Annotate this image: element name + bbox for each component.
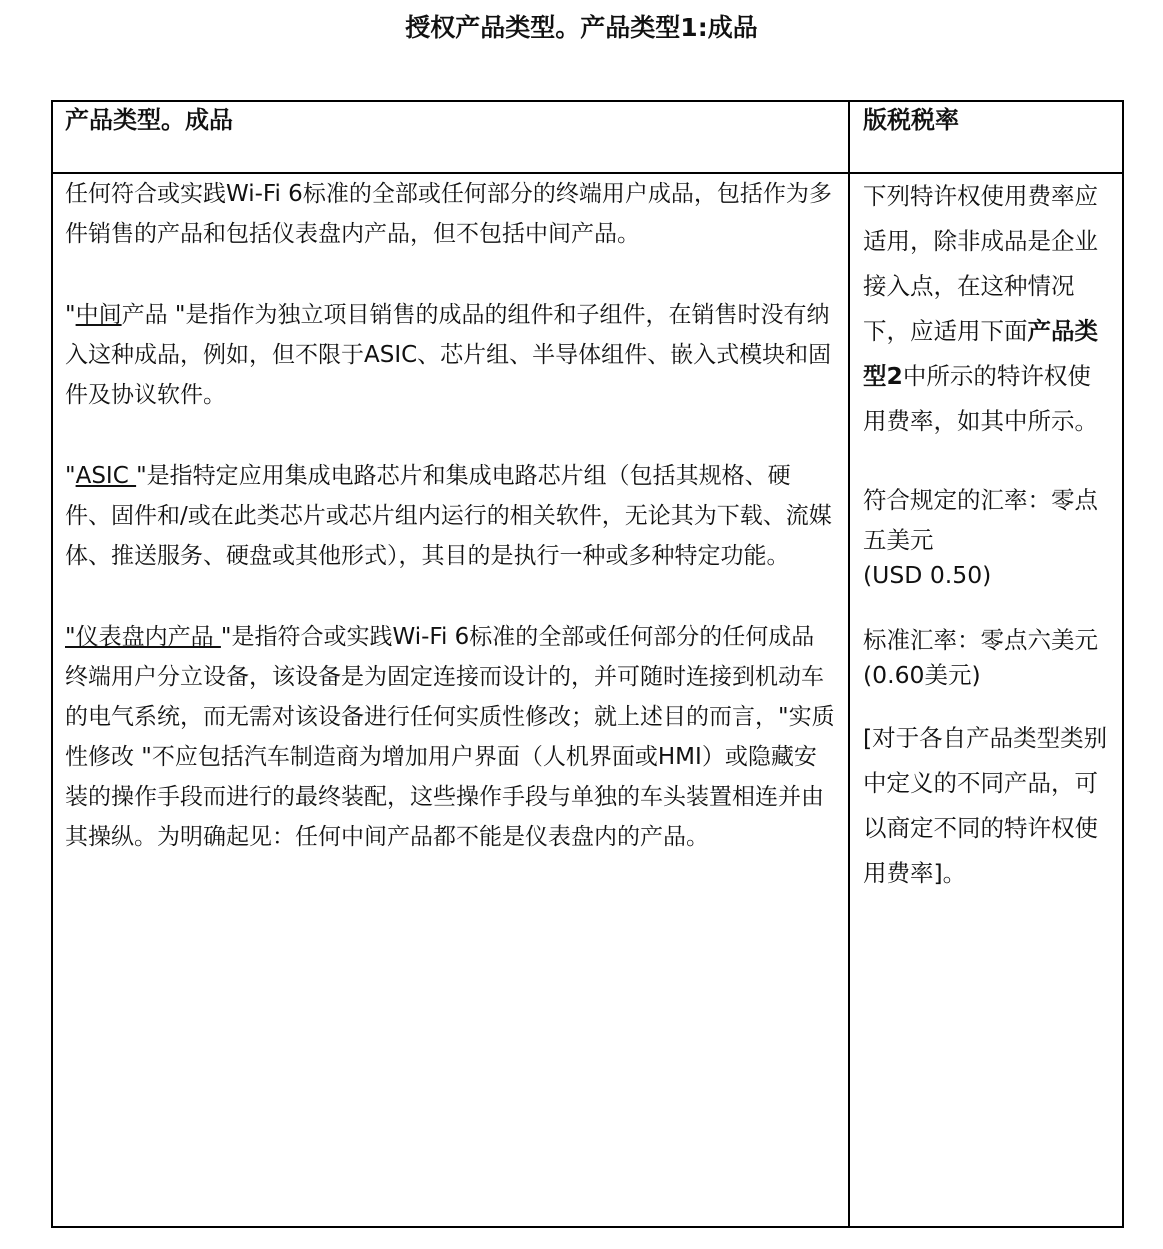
definition-finished-product: 任何符合或实践Wi-Fi 6标准的全部或任何部分的终端用户成品，包括作为多件销售的产品和包括仪表盘内产品，但不包括中间产品。 <box>65 181 832 247</box>
definition-in-dash-product: "仪表盘内产品 "是指符合或实践Wi-Fi 6标准的全部或任何部分的任何成品终端用户分立设备，该设备是为固定连接而设计的，并可随时连接到机动车的电气系统，而无需对该设备进行任何实质性修改；就上述目的而言，"实质性修改 "不应包括汽车制造商为增加用户界面（人机界面或HMI）或隐藏安装的操作手段而进行的最终装配，这些操作手段与单独的车头装置相连并由其操纵。为明确起见：任何中间产品都不能是仪表盘内的产品。 <box>65 624 835 850</box>
rate-note: [对于各自产品类型类别中定义的不同产品，可以商定不同的特许权使用费率]。 <box>863 724 1108 887</box>
product-definition-cell <box>52 173 849 1227</box>
header-product-type: 产品类型。成品 <box>52 101 849 173</box>
compliant-rate-value: (USD 0.50) <box>863 561 992 589</box>
royalty-table <box>51 100 1124 1228</box>
rate-intro: 下列特许权使用费率应适用，除非成品是企业接入点，在这种情况下，应适用下面产品类型2中所示的特许权使用费率，如其中所示。 <box>863 182 1098 435</box>
definition-intermediate-product: "中间产品 "是指作为独立项目销售的成品的组件和子组件，在销售时没有纳入这种成品，例如，但不限于ASIC、芯片组、半导体组件、嵌入式模块和固件及协议软件。 <box>65 302 832 408</box>
header-royalty-rate: 版税税率 <box>849 101 1123 173</box>
table-body-row <box>52 173 1123 1227</box>
standard-rate-value: (0.60美元) <box>863 661 981 689</box>
standard-rate-label: 标准汇率：零点六美元 <box>863 626 1098 654</box>
compliant-rate <box>863 480 1110 590</box>
term-in-dash-product: "仪表盘内产品 <box>65 624 221 650</box>
page-title: 授权产品类型。产品类型1:成品 <box>405 13 758 42</box>
table-header-row <box>52 101 1123 173</box>
compliant-rate-label: 符合规定的汇率：零点五美元 <box>863 486 1098 554</box>
definition-asic: "ASIC "是指特定应用集成电路芯片和集成电路芯片组（包括其规格、硬件、固件和/或在此类芯片或芯片组内运行的相关软件，无论其为下载、流媒体、推送服务、硬盘或其他形式），其目的是执行一种或多种特定功能。 <box>65 463 832 569</box>
standard-rate <box>863 620 1110 690</box>
term-asic: ASIC <box>75 463 137 489</box>
royalty-rate-cell <box>849 173 1123 1227</box>
term-intermediate: 中间 <box>75 302 122 328</box>
product-type-2-ref: 产品类型2 <box>863 317 1098 390</box>
